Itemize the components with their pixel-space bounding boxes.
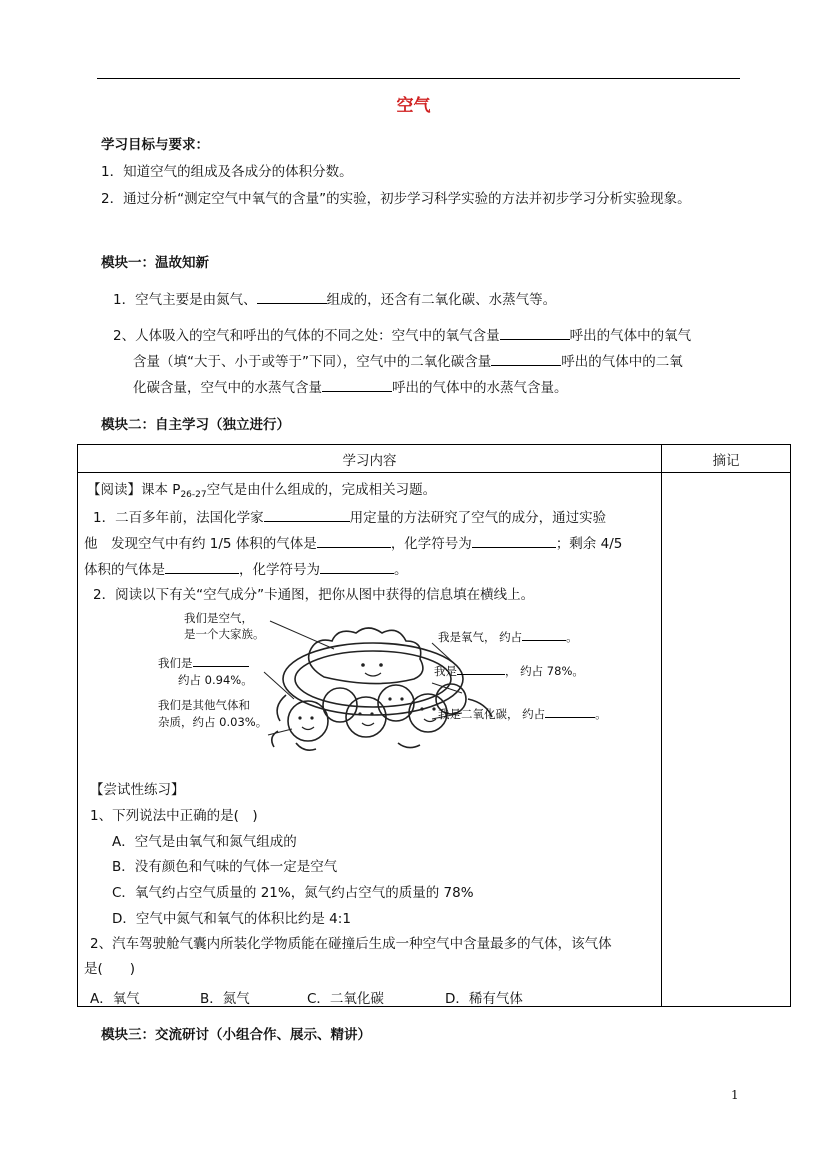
module3-heading: 模块三：交流研讨（小组合作、展示、精讲） [101, 1027, 371, 1043]
cartoon-label: 我是氧气， 约占 。 [438, 630, 578, 644]
cartoon-label: 我们是其他气体和 [158, 698, 250, 712]
fill-blank[interactable] [522, 629, 566, 641]
cartoon-label: 约占 0.94%。 [178, 673, 253, 687]
page-title: 空气 [396, 96, 431, 116]
study-table [77, 444, 791, 1007]
cartoon-label: 我们是 [158, 655, 249, 671]
content-cell [78, 473, 662, 1007]
q1-option[interactable]: C．氧气约占空气质量的 21%，氮气约占空气的质量的 78% [112, 885, 474, 901]
fill-blank[interactable] [322, 377, 392, 392]
cartoon-label: 我是二氧化碳， 约占 。 [438, 707, 607, 721]
table-header-content: 学习内容 [78, 445, 662, 473]
module2-heading: 模块二：自主学习（独立进行） [101, 417, 290, 433]
practice-heading: 【尝试性练习】 [90, 782, 185, 798]
reading-instruction: 【阅读】课本 $P_{26-27}$空气是由什么组成的，完成相关习题。 [87, 482, 437, 500]
fill-blank[interactable] [491, 351, 561, 366]
cartoon-label: 我们是空气， [184, 611, 253, 625]
module1-q2-line3: 化碳含量，空气中的水蒸气含量 呼出的气体中的水蒸气含量。 [133, 376, 568, 396]
fill-blank[interactable] [193, 655, 249, 667]
table-header-notes: 摘记 [662, 445, 791, 473]
fill-blank[interactable] [545, 706, 595, 718]
q1-option[interactable]: B．没有颜色和气味的气体一定是空气 [112, 859, 338, 875]
cartoon-label: 杂质，约占 0.03%。 [158, 715, 268, 729]
q2-option[interactable]: C．二氧化碳 [307, 991, 384, 1007]
goal-item: 2．通过分析“测定空气中氧气的含量”的实验，初步学习科学实验的方法并初步学习分析实验现象。 [101, 191, 691, 207]
practice-q2-line1: 2、汽车驾驶舱气囊内所装化学物质能在碰撞后生成一种空气中含量最多的气体，该气体 [90, 936, 612, 952]
header-rule [97, 78, 740, 79]
module1-q2-line2: 含量（填“大于、小于或等于”下同），空气中的二氧化碳含量 呼出的气体中的二氧 [133, 350, 683, 370]
fill-blank[interactable] [457, 663, 505, 675]
fill-blank[interactable] [257, 289, 327, 304]
q2-option[interactable]: A．氧气 [90, 991, 140, 1007]
goals-heading: 学习目标与要求： [101, 137, 209, 153]
fill-blank[interactable] [500, 325, 570, 340]
practice-q1: 1、下列说法中正确的是( ) [90, 808, 258, 824]
q1-option[interactable]: D．空气中氮气和氧气的体积比约是 4:1 [112, 911, 351, 927]
module1-q1: 1．空气主要是由氮气、 组成的，还含有二氧化碳、水蒸气等。 [113, 288, 556, 308]
q1-option[interactable]: A．空气是由氧气和氮气组成的 [112, 834, 297, 850]
cartoon-label: 是一个大家族。 [184, 627, 265, 641]
goal-item: 1．知道空气的组成及各成分的体积分数。 [101, 164, 353, 180]
reading-p1-line3: 体积的气体是 ，化学符号为 。 [84, 558, 408, 578]
q2-option[interactable]: D．稀有气体 [445, 991, 523, 1007]
q2-option[interactable]: B．氮气 [200, 991, 250, 1007]
module1-q2-line1: 2、人体吸入的空气和呼出的气体的不同之处：空气中的氧气含量 呼出的气体中的氧气 [113, 324, 691, 344]
reading-p1-line2: 他 发现空气中有约 1/5 体积的气体是 ，化学符号为 ；剩余 4/5 [84, 532, 622, 552]
reading-p2: 2．阅读以下有关“空气成分”卡通图，把你从图中获得的信息填在横线上。 [93, 587, 535, 603]
module1-heading: 模块一：温故知新 [101, 255, 209, 271]
practice-q2-line2: 是( ) [84, 961, 136, 977]
reading-p1-line1: 1．二百多年前，法国化学家 用定量的方法研究了空气的成分，通过实验 [93, 506, 606, 526]
notes-cell[interactable] [662, 473, 791, 1007]
cartoon-label: 我是 ， 约占 78%。 [434, 664, 584, 678]
page-number: 1 [731, 1088, 739, 1102]
